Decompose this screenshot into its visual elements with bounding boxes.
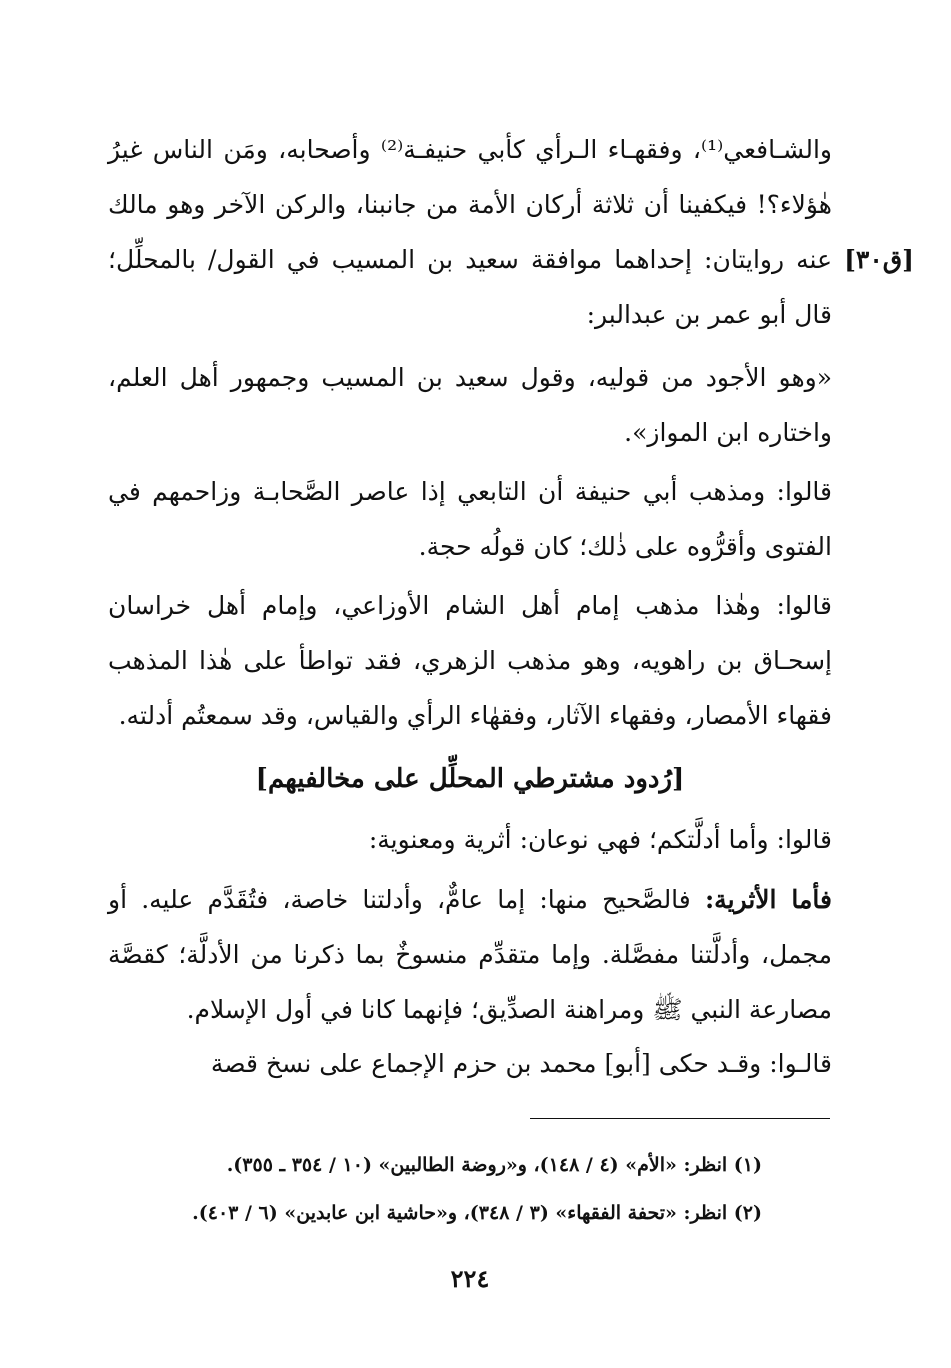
quotation-paragraph: «وهو الأجود من قوليه، وقول سعيد بن المسيب وجمهور أهل العلم، واختاره ابن المواز». — [108, 363, 832, 447]
manuscript-folio-reference: [ق٣٠] — [844, 245, 914, 274]
section-heading: [رُدود مشترطي المحلِّل على مخالفيهم] — [255, 764, 685, 794]
footnote-2: (٢) انظر: «تحفة الفقهاء» (٣ / ٣٤٨)، و«حاشية ابن عابدين» (٦ / ٤٠٣). — [192, 1202, 762, 1224]
footnote-separator — [530, 1118, 830, 1119]
footnote-1: (١) انظر: «الأم» (٤ / ١٤٨)، و«روضة الطالبين» (١٠ / ٣٥٤ ـ ٣٥٥). — [226, 1154, 762, 1176]
paragraph-6-body: فالصَّحيح منها: إما عامٌّ، وأدلتنا خاصة، فتُقَدَّم عليه. أو مجمل، وأدلَّتنا مفصَّلة. وإما متقدِّم منسوخٌ بما ذكرنا من الأدلَّة؛ كقصَّة مصارعة النبي ﷺ ومراهنة الصدِّيق؛ فإنهما كانا في أول الإسلام. — [108, 885, 832, 1024]
paragraph-1: والشـافعي⁽¹⁾، وفقهـاء الـرأي كأبي حنيفـة⁽²⁾ وأصحابه، ومَن الناس غيرُ هٰؤلاء؟! فيكفينا أن ثلاثة أركان الأمة من جانبنا، والركن الآخر وهو مالك عنه روايتان: إحداهما موافقة سعيد بن المسيب في القول/ بالمحلِّل؛ قال أبو عمر بن عبدالبر: — [108, 135, 832, 329]
paragraph-7: قالـوا: وقـد حكى [أبو] محمد بن حزم الإجماع على نسخ قصة — [210, 1049, 832, 1078]
paragraph-6-lead: فأما الأثرية: — [704, 885, 832, 914]
paragraph-5: قالوا: وأما أدلَّتكم؛ فهي نوعان: أثرية ومعنوية: — [368, 825, 832, 854]
paragraph-6 — [108, 872, 832, 1037]
paragraph-3: قالوا: ومذهب أبي حنيفة أن التابعي إذا عاصر الصَّحابـة وزاحمهم في الفتوى وأقرُّوه على ذٰلك؛ كان قولُه حجة. — [108, 477, 832, 561]
page-number: ٢٢٤ — [450, 1264, 490, 1293]
paragraph-4: قالوا: وهٰذا مذهب إمام أهل الشام الأوزاعي، وإمام أهل خراسان إسحـاق بن راهويه، وهو مذهب الزهري، فقد تواطأ على هٰذا المذهب فقهاء الأمصار، وفقهاء الآثار، وفقهٰاء الرأي والقياس، وقد سمعتُم أدلته. — [108, 591, 832, 730]
